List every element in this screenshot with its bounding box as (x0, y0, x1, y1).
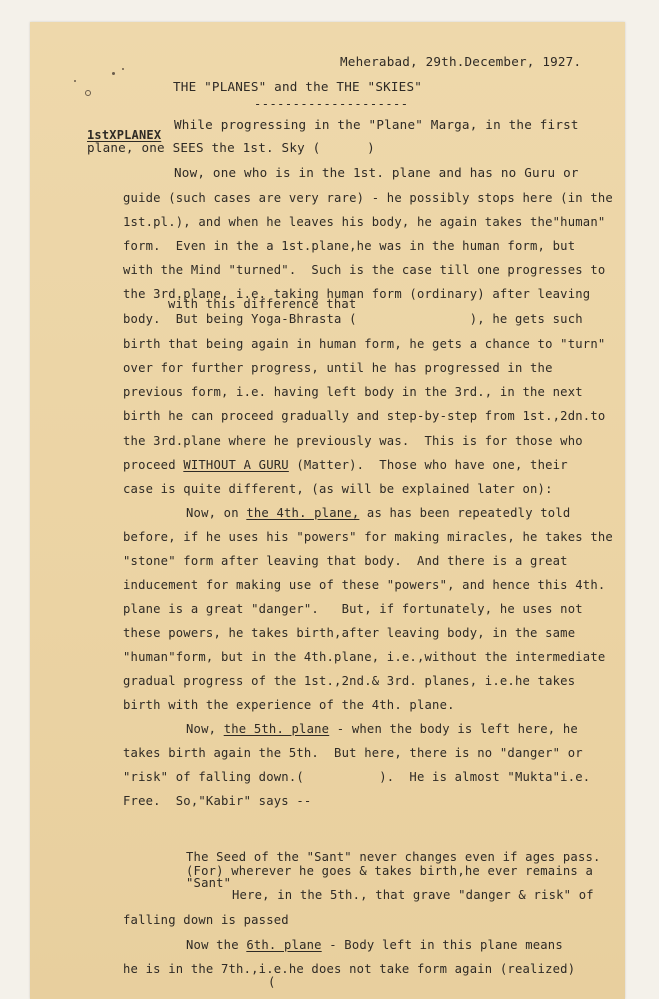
underlined-phrase: 6th. plane (246, 938, 322, 952)
text-line: form. Even in the a 1st.plane,he was in the human form, but (123, 239, 576, 253)
ink-speck (85, 90, 91, 96)
page-title: THE "PLANES" and the THE "SKIES" (173, 79, 423, 94)
title-rule: -------------------- (254, 97, 409, 111)
text-line: these powers, he takes birth,after leaving body, in the same (123, 626, 576, 640)
text-line: "human"form, but in the 4th.plane, i.e.,without the intermediate (123, 650, 606, 664)
text-fragment: - when the body is left here, he (329, 722, 578, 736)
quote-line: The Seed of the "Sant" never changes even if ages pass. (186, 850, 601, 864)
ink-speck (122, 68, 124, 70)
text-line: before, if he uses his "powers" for making miracles, he takes the (123, 530, 613, 544)
text-fragment: proceed (123, 458, 184, 472)
text-line: with this difference that (168, 297, 357, 311)
text-line: with the Mind "turned". Such is the case till one progresses to (123, 263, 606, 277)
text-fragment: Now the (186, 938, 247, 952)
text-line: plane is a great "danger". But, if fortunately, he uses not (123, 602, 583, 616)
text-line: birth he can proceed gradually and step-by-step from 1st.,2dn.to (123, 409, 606, 423)
text-line: body. But being Yoga-Bhrasta ( ), he gets such (123, 312, 583, 326)
place-date: Meherabad, 29th.December, 1927. (340, 54, 582, 69)
text-line: he is in the 7th.,i.e.he does not take form again (realized) (123, 962, 576, 976)
text-line: previous form, i.e. having left body in the 3rd., in the next (123, 385, 583, 399)
underlined-phrase: the 4th. plane, (246, 506, 360, 520)
text-line (186, 506, 570, 520)
text-line (123, 458, 568, 472)
text-line: falling down is passed (123, 913, 289, 927)
text-line: While progressing in the "Plane" Marga, in the first (174, 117, 579, 132)
text-fragment: Now, on (186, 506, 247, 520)
text-line: Here, in the 5th., that grave "danger & risk" of (232, 888, 594, 902)
text-fragment: Now, (186, 722, 224, 736)
text-line (186, 722, 578, 736)
text-line: 1st.pl.), and when he leaves his body, he again takes the"human" (123, 215, 606, 229)
text-line (186, 938, 563, 952)
text-line: "stone" form after leaving that body. And there is a great (123, 554, 568, 568)
text-line: plane, one SEES the 1st. Sky ( ) (87, 140, 375, 155)
ink-speck (112, 72, 115, 75)
text-line: birth that being again in human form, he gets a chance to "turn" (123, 337, 606, 351)
text-fragment: - Body left in this plane means (321, 938, 563, 952)
text-line: over for further progress, until he has progressed in the (123, 361, 553, 375)
text-line: guide (such cases are very rare) - he possibly stops here (in the (123, 191, 613, 205)
text-line: takes birth again the 5th. But here, there is no "danger" or (123, 746, 583, 760)
quote-line: (For) wherever he goes & takes birth,he ever remains a (186, 864, 594, 878)
quote-line: "Sant" (186, 876, 232, 890)
text-line: inducement for making use of these "powers", and hence this 4th. (123, 578, 606, 592)
underlined-phrase: the 5th. plane (223, 722, 330, 736)
text-line: "risk" of falling down.( ). He is almost "Mukta"i.e. (123, 770, 591, 784)
text-line: birth with the experience of the 4th. plane. (123, 698, 455, 712)
text-fragment: (Matter). Those who have one, their (288, 458, 568, 472)
text-line: Now, one who is in the 1st. plane and has no Guru or (174, 165, 579, 180)
text-line: the 3rd.plane, i.e. taking human form (ordinary) after leaving (123, 287, 591, 301)
text-line: gradual progress of the 1st.,2nd.& 3rd. planes, i.e.he takes (123, 674, 576, 688)
text-line: Free. So,"Kabir" says -- (123, 794, 312, 808)
margin-label: 1stXPLANEX (87, 128, 162, 142)
text-line: case is quite different, (as will be explained later on): (123, 482, 553, 496)
text-line: ( (268, 975, 276, 989)
underlined-phrase: WITHOUT A GURU (183, 458, 289, 472)
text-line: the 3rd.plane where he previously was. This is for those who (123, 434, 583, 448)
ink-speck (74, 80, 76, 82)
text-fragment: as has been repeatedly told (359, 506, 571, 520)
